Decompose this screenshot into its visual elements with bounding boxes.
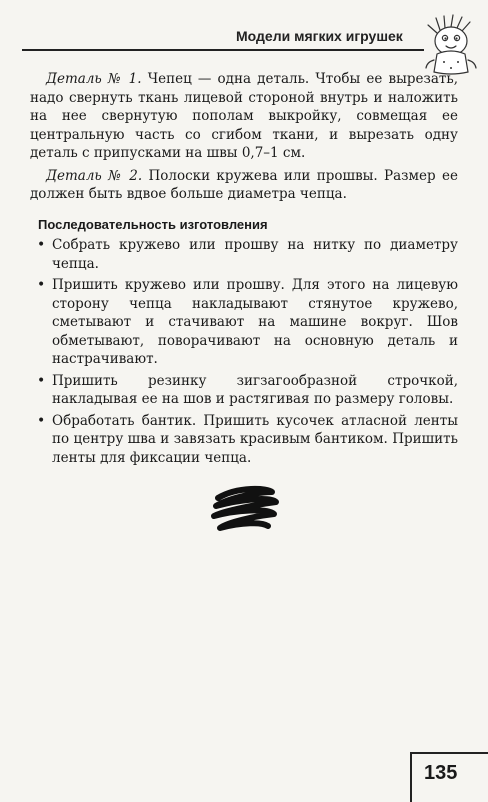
page-number-box: [410, 752, 488, 802]
list-item-text: Собрать кружево или прошву на нитку по диаметру чепца.: [52, 237, 458, 272]
bullet-icon: •: [37, 372, 46, 389]
scribble-ornament-icon: [198, 484, 290, 534]
steps-list: [30, 236, 458, 467]
doll-mascot-icon: [418, 14, 484, 76]
header-rule: [22, 49, 424, 51]
list-item: [30, 372, 458, 409]
part-1-paragraph: [30, 70, 458, 163]
bullet-icon: •: [37, 277, 46, 293]
part-2-lead: Деталь № 2.: [46, 167, 143, 184]
page-body: [30, 70, 458, 470]
running-header: [22, 14, 488, 70]
section-heading: Последовательность изготовления: [38, 216, 268, 232]
running-header-title: Модели мягких игрушек: [236, 28, 403, 44]
list-item-text: Пришить резинку зигзагообразной строчкой, накладывая ее на шов и растягивая по размеру головы.: [52, 372, 458, 407]
part-2-text: Полоски кружева или прошвы. Размер ее должен быть вдвое больше диаметра чепца.: [30, 167, 458, 202]
part-2-paragraph: [30, 167, 458, 204]
page-number: 135: [424, 762, 458, 784]
list-item: [30, 412, 458, 468]
part-1-text: Чепец — одна деталь. Чтобы ее вырезать, надо свернуть ткань лицевой стороной внутрь и наложить на нее свернутую пополам выкройку, совмещая ее центральную часть со сгибом ткани, и вырезать одну деталь с припусками на швы 0,7–1 см.: [30, 71, 459, 161]
list-item-text: Пришить кружево или прошву. Для этого на лицевую сторону чепца накладывают стянутое кружево, сметывают и стачивают на машине вокруг. Шов обметывают, поворачивают на основную деталь и настрачивают.: [52, 277, 458, 367]
list-item: [30, 236, 458, 273]
list-item-text: Обработать бантик. Пришить кусочек атласной ленты по центру шва и завязать красивым бантиком. Пришить ленты для фиксации чепца.: [52, 412, 458, 466]
list-item: [30, 276, 458, 369]
part-1-lead: Деталь № 1.: [46, 71, 142, 87]
bullet-icon: •: [37, 412, 46, 429]
bullet-icon: •: [37, 237, 46, 253]
